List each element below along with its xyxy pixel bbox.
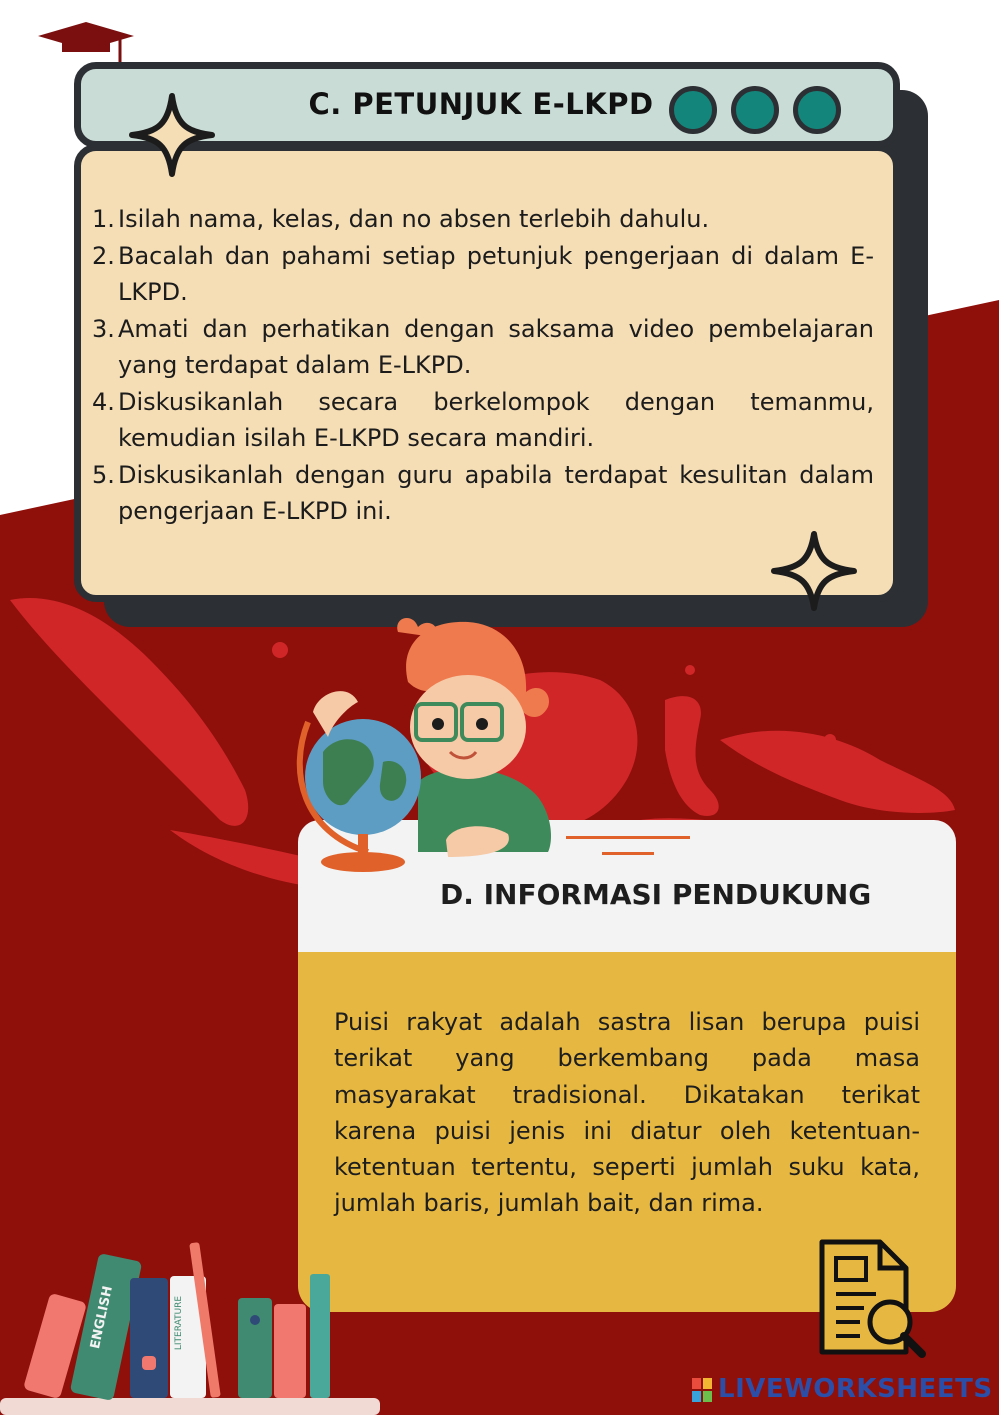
info-title: D. INFORMASI PENDUKUNG (440, 878, 872, 911)
document-search-icon (814, 1236, 932, 1360)
liveworksheets-logo-icon (692, 1378, 712, 1402)
literature-book-label: LITERATURE (174, 1295, 185, 1351)
list-number: 4. (92, 387, 115, 416)
window-dot-2 (731, 86, 779, 134)
petunjuk-title: C. PETUNJUK E-LKPD (308, 87, 654, 121)
list-text: Bacalah dan pahami setiap petunjuk pengerjaan di dalam E-LKPD. (118, 241, 874, 306)
list-item (92, 384, 874, 457)
sparkle-icon (770, 530, 858, 612)
list-number: 5. (92, 460, 115, 489)
list-item (92, 201, 874, 238)
list-item (92, 311, 874, 384)
list-text: Isilah nama, kelas, dan no absen terlebih dahulu. (118, 205, 710, 233)
sparkle-icon (128, 92, 216, 178)
petunjuk-list (92, 201, 874, 530)
english-book-label: ENGLISH (87, 1284, 116, 1351)
list-text: Diskusikanlah dengan guru apabila terdapat kesulitan dalam pengerjaan E-LKPD ini. (118, 460, 874, 525)
decorative-dash (566, 836, 690, 839)
student-with-globe-illustration (278, 612, 563, 882)
window-dot-1 (669, 86, 717, 134)
list-text: Amati dan perhatikan dengan saksama video pembelajaran yang terdapat dalam E-LKPD. (118, 314, 874, 379)
list-number: 1. (92, 205, 115, 233)
decorative-dash (602, 852, 654, 855)
info-body-text: Puisi rakyat adalah sastra lisan berupa puisi terikat yang berkembang pada masa masyarakat tradisional. Dikatakan terikat karena puisi jenis ini diatur oleh ketentuan-ketentuan tertentu, seperti jumlah suku kata, jumlah baris, jumlah bait, dan rima. (334, 1008, 920, 1218)
list-number: 3. (92, 314, 115, 343)
liveworksheets-watermark: LIVEWORKSHEETS (718, 1374, 993, 1404)
list-item (92, 457, 874, 530)
list-number: 2. (92, 241, 115, 270)
globe-icon (300, 719, 421, 872)
window-dot-3 (793, 86, 841, 134)
list-text: Diskusikanlah secara berkelompok dengan temanmu, kemudian isilah E-LKPD secara mandiri. (118, 387, 874, 452)
list-item (92, 238, 874, 311)
